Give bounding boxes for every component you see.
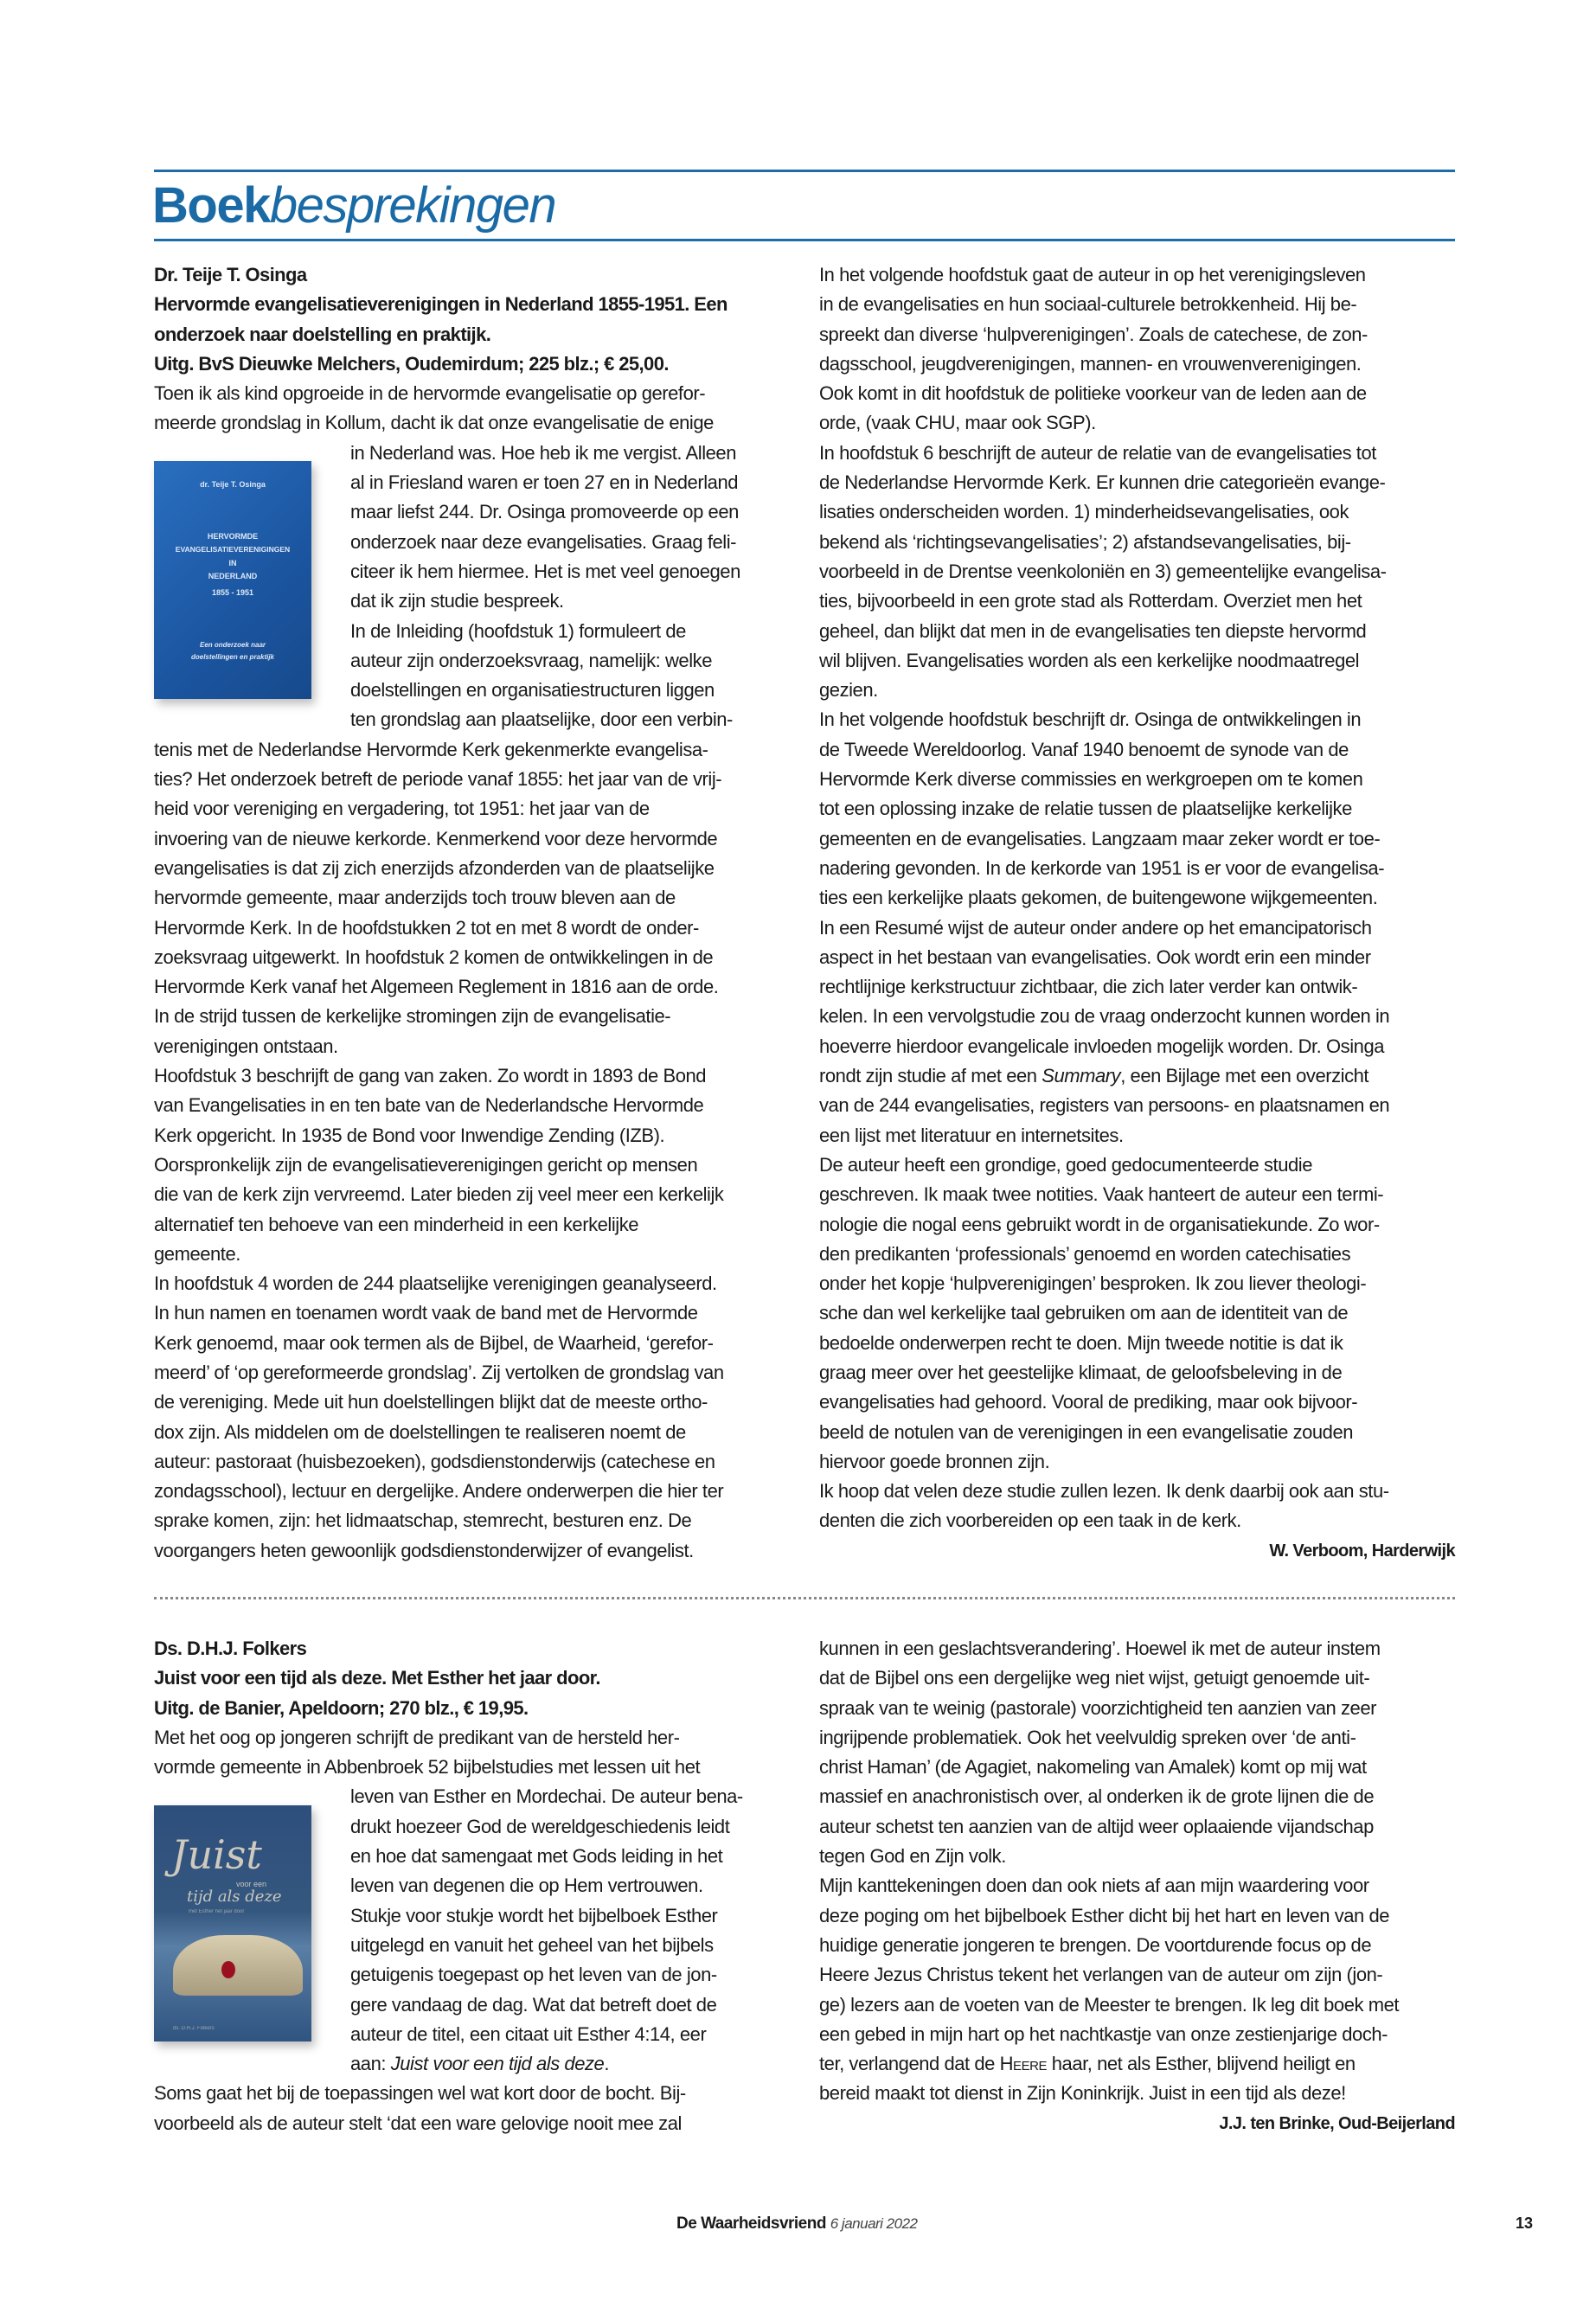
text-line (819, 320, 1455, 349)
text-line (819, 557, 1455, 586)
line-text: nadering gevonden. In de kerkorde van 1951 is er voor de evangelisa- (819, 856, 1385, 879)
text-line (154, 1506, 794, 1535)
line-text: rechtlijnige kerkstructuur zichtbaar, die zich later verder kan ontwik- (819, 976, 1358, 998)
cover-subtitle: Een onderzoek naar (199, 641, 266, 649)
line-text: den predikanten ‘professionals’ genoemd en worden catechisaties (819, 1242, 1351, 1265)
line-text: voorbeeld in de Drentse veenkoloniën en 3) gemeentelijke evangelisa- (819, 560, 1387, 582)
line-text: Met het oog op jongeren schrijft de predikant van de hersteld her- (154, 1726, 680, 1748)
text-line (154, 794, 794, 824)
text-line (819, 617, 1455, 646)
text-line (819, 1506, 1455, 1535)
cover-title: HERVORMDE (207, 532, 259, 541)
text-line (819, 1240, 1455, 1269)
review1-right-column (819, 260, 1455, 1566)
text-line (819, 2079, 1455, 2108)
line-text: geschreven. Ik maak twee notities. Vaak hanteert de auteur een termi- (819, 1183, 1384, 1206)
line-text: invoering van de nieuwe kerkorde. Kenmerkend voor deze hervormde (154, 827, 718, 849)
line-text: leven van degenen die op Hem vertrouwen. (350, 1875, 703, 1897)
line-text: een lijst met literatuur en internetsites. (819, 1124, 1124, 1146)
text-line (154, 883, 794, 913)
reviewer-signature (819, 2109, 1455, 2138)
line-text: evangelisaties is dat zij zich enerzijds afzonderden van de plaatselijke (154, 856, 715, 879)
book-info-line (154, 260, 794, 290)
text-line (819, 1418, 1455, 1447)
text-line (819, 1901, 1455, 1931)
line-text: hervormde gemeente, maar anderzijds toch trouw bleven aan de (154, 887, 676, 909)
text-line (819, 1329, 1455, 1358)
text-line (154, 1061, 794, 1091)
line-text: bedoelde onderwerpen recht te doen. Mijn tweede notitie is dat ik (819, 1331, 1343, 1354)
text-line (154, 1536, 794, 1566)
line-text: Dr. Teije T. Osinga (154, 264, 307, 285)
text-line (819, 439, 1455, 468)
book-info-line (154, 1663, 794, 1693)
text-line (819, 972, 1455, 1002)
line-text: massief en anachronistisch over, al onderken ik de grote lijnen die de (819, 1785, 1375, 1808)
line-text: ingrijpende problematiek. Ook het veelvuldig spreken over ‘de anti- (819, 1726, 1356, 1748)
line-text: christ Haman’ (de Agagiet, nakomeling van Amalek) komt op mij wat (819, 1756, 1367, 1779)
line-text: nologie die nogal eens gebruikt wordt in de organisatiekunde. Zo wor- (819, 1213, 1380, 1235)
text-line (154, 1032, 794, 1061)
line-text: kelen. In een vervolgstudie zou de vraag onderzocht kunnen worden in (819, 1005, 1390, 1028)
text-line (154, 1298, 794, 1328)
line-text: onderzoek naar doelstelling en praktijk. (154, 323, 491, 345)
line-text: In de Inleiding (hoofdstuk 1) formuleert de (350, 619, 686, 642)
cover-title: Juist (171, 1831, 262, 1878)
text-line (819, 1002, 1455, 1031)
line-text: meerde grondslag in Kollum, dacht ik dat onze evangelisatie de enige (154, 412, 714, 434)
line-text: zondagsschool), lectuur en dergelijke. Andere onderwerpen die hier ter (154, 1480, 724, 1503)
text-line (154, 854, 794, 883)
line-text: geheel, dan blijkt dat men in de evangelisaties ten diepste hervormd (819, 619, 1367, 642)
line-text: verenigingen ontstaan. (154, 1035, 338, 1057)
text-line (154, 379, 794, 408)
text-line (819, 1121, 1455, 1150)
line-text: In hoofdstuk 4 worden de 244 plaatselijke verenigingen geanalyseerd. (154, 1272, 717, 1295)
line-text: W. Verboom, Harderwijk (1269, 1541, 1455, 1561)
line-text: denten die zich voorbereiden op een taak in de kerk. (819, 1509, 1241, 1532)
text-line (819, 765, 1455, 794)
line-text: auteur zijn onderzoeksvraag, namelijk: welke (350, 649, 712, 671)
line-text: al in Friesland waren er toen 27 en in Nederland (350, 471, 739, 494)
cover-title: EVANGELISATIEVERENIGINGEN (175, 545, 291, 554)
line-text: de Nederlandse Hervormde Kerk. Er kunnen drie categorieën evange- (819, 471, 1386, 494)
italic-text: Juist voor een tijd als deze (390, 2053, 605, 2075)
line-text: evangelisaties had gehoord. Vooral de prediking, maar ook bijvoor- (819, 1391, 1358, 1413)
publication-name: De Waarheidsvriend (676, 2214, 826, 2233)
line-text: . (604, 2053, 610, 2075)
text-line (154, 1388, 794, 1417)
line-text: van Evangelisaties in en ten bate van de Nederlandsche Hervormde (154, 1094, 704, 1117)
line-text: ties een kerkelijke plaats gekomen, de buitengewone wijkgemeenten. (819, 887, 1378, 909)
page-number: 13 (1516, 2214, 1534, 2232)
book-info-line (154, 1634, 794, 1663)
text-line (819, 1812, 1455, 1842)
line-text: drukt hoezeer God de wereldgeschiedenis leidt (350, 1815, 730, 1837)
line-text: hiervoor goede bronnen zijn. (819, 1450, 1050, 1472)
review2-right-column (819, 1634, 1455, 2138)
cover-title: voor een (236, 1880, 267, 1888)
book-cover-folkers (154, 1805, 311, 2041)
line-text: In hoofdstuk 6 beschrijft de auteur de relatie van de evangelisaties tot (819, 441, 1376, 464)
crown-gem (221, 1961, 235, 1978)
text-line (154, 735, 794, 765)
line-text: tot een oplossing inzake de relatie tussen de plaatselijke kerkelijke (819, 798, 1352, 820)
line-text: auteur: pastoraat (huisbezoeken), godsdienstonderwijs (catechese en (154, 1450, 715, 1472)
line-text: gemeente. (154, 1242, 240, 1265)
text-line (819, 1663, 1455, 1693)
text-line (154, 1121, 794, 1150)
text-line (819, 1871, 1455, 1900)
line-text: aan: (350, 2053, 391, 2075)
text-line (819, 1723, 1455, 1753)
line-text: auteur de titel, een citaat uit Esther 4:14, eer (350, 2022, 707, 2045)
text-line (819, 794, 1455, 824)
line-text: zoeksvraag uitgewerkt. In hoofdstuk 2 komen de ontwikkelingen in de (154, 945, 714, 968)
line-text: alternatief ten behoeve van een minderheid in een kerkelijke (154, 1213, 639, 1235)
text-line (819, 260, 1455, 290)
text-line (819, 1477, 1455, 1506)
line-text: auteur schetst ten aanzien van de altijd weer oplaaiende vijandschap (819, 1815, 1374, 1837)
line-text: haar, net als Esther, blijvend heiligt en (1047, 2053, 1356, 2075)
publication-date: 6 januari 2022 (830, 2215, 918, 2232)
cover-years: 1855 - 1951 (211, 588, 254, 597)
line-text: onderzoek naar deze evangelisaties. Graag feli- (350, 530, 737, 553)
line-text: spreekt dan diverse ‘hulpverenigingen’. Zoals de catechese, de zon- (819, 323, 1368, 345)
title-underline (154, 239, 1455, 241)
text-line (819, 705, 1455, 734)
line-text: gere vandaag de dag. Wat dat betreft doet de (350, 1993, 717, 2016)
line-text: In het volgende hoofdstuk beschrijft dr. Osinga de ontwikkelingen in (819, 708, 1362, 731)
line-text: gemeenten en de evangelisaties. Langzaam maar zeker wordt er toe- (819, 827, 1381, 849)
text-line (819, 2020, 1455, 2049)
text-line (819, 1842, 1455, 1871)
line-text: en hoe dat samengaat met Gods leiding in het (350, 1845, 723, 1868)
line-text: spraak van te weinig (pastorale) voorzichtigheid ten aanzien van zeer (819, 1696, 1376, 1719)
text-line (819, 290, 1455, 319)
line-text: tegen God en Zijn volk. (819, 1845, 1006, 1868)
line-text: onder het kopje ‘hulpverenigingen’ besproken. Ik zou liever theologi- (819, 1272, 1367, 1295)
text-line (819, 1782, 1455, 1811)
line-text: In het volgende hoofdstuk gaat de auteur in op het verenigingsleven (819, 264, 1366, 285)
line-text: Soms gaat het bij de toepassingen wel wat kort door de bocht. Bij- (154, 2082, 686, 2105)
line-text: ge) lezers aan de voeten van de Meester te brengen. Ik leg dit boek met (819, 1993, 1400, 2016)
line-text: voorbeeld als de auteur stelt ‘dat een ware gelovige nooit mee zal (154, 2112, 682, 2134)
small-caps-text: Heere (999, 2053, 1048, 2075)
text-line (154, 1753, 794, 1782)
text-line (154, 2109, 794, 2138)
line-text: Uitg. BvS Dieuwke Melchers, Oudemirdum; 225 blz.; € 25,00. (154, 352, 669, 375)
line-text: heid voor vereniging en vergadering, tot 1951: het jaar van de (154, 798, 650, 820)
text-line (154, 1329, 794, 1358)
line-text: Uitg. de Banier, Apeldoorn; 270 blz., € 19,95. (154, 1696, 529, 1719)
text-line (819, 676, 1455, 705)
line-text: ten grondslag aan plaatselijke, door een verbin- (350, 708, 733, 731)
book-cover-osinga (154, 461, 311, 699)
line-text: lisaties onderscheiden worden. 1) minderheidsevangelisaties, ook (819, 501, 1349, 523)
text-line (819, 1753, 1455, 1782)
cover-subtitle: met Esther het jaar door (189, 1909, 245, 1914)
text-line (819, 586, 1455, 616)
text-line (819, 824, 1455, 854)
line-text: J.J. ten Brinke, Oud-Beijerland (1219, 2113, 1455, 2133)
line-text: De auteur heeft een grondige, goed gedocumenteerde studie (819, 1153, 1313, 1176)
text-line (819, 1091, 1455, 1120)
line-text: Juist voor een tijd als deze. Met Esther het jaar door. (154, 1667, 600, 1689)
text-line (154, 705, 794, 734)
line-text: dox zijn. Als middelen om de doelstellingen te realiseren noemt de (154, 1420, 686, 1443)
line-text: Stukje voor stukje wordt het bijbelboek Esther (350, 1904, 718, 1926)
text-line (154, 2079, 794, 2108)
line-text: rondt zijn studie af met een (819, 1065, 1042, 1087)
line-text: in de evangelisaties en hun sociaal-culturele betrokkenheid. Hij be- (819, 293, 1357, 316)
line-text: dat ik zijn studie bespreek. (350, 590, 564, 612)
text-line (819, 1269, 1455, 1298)
line-text: leven van Esther en Mordechai. De auteur bena- (350, 1785, 743, 1808)
book-info-line (154, 320, 794, 349)
line-text: wil blijven. Evangelisaties worden als een kerkelijke noodmaatregel (819, 649, 1360, 671)
line-text: huidige generatie jongeren te brengen. De voortdurende focus op de (819, 1933, 1372, 1956)
line-text: gezien. (819, 679, 878, 702)
line-text: Hervormde Kerk diverse commissies en werkgroepen om te komen (819, 768, 1363, 791)
line-text: voorgangers heten gewoonlijk godsdienstonderwijzer of evangelist. (154, 1539, 694, 1561)
text-line (154, 824, 794, 854)
text-line (819, 883, 1455, 913)
text-line (819, 2049, 1455, 2079)
line-text: maar liefst 244. Dr. Osinga promoveerde op een (350, 501, 739, 523)
line-text: aspect in het bestaan van evangelisaties. Ook wordt erin een minder (819, 945, 1371, 968)
line-text: Kerk genoemd, maar ook termen als de Bijbel, de Waarheid, ‘gerefor- (154, 1331, 714, 1354)
line-text: In een Resumé wijst de auteur onder andere op het emancipatorisch (819, 916, 1372, 939)
line-text: Heere Jezus Christus tekent het verlangen van de auteur om zijn (jon- (819, 1964, 1383, 1986)
text-line (819, 1150, 1455, 1180)
line-text: doelstellingen en organisatiestructuren liggen (350, 679, 715, 702)
title-italic: besprekingen (269, 177, 556, 234)
text-line (154, 1180, 794, 1209)
text-line (819, 468, 1455, 497)
line-text: de vereniging. Mede uit hun doelstellingen blijkt dat de meeste ortho- (154, 1391, 708, 1413)
line-text: Mijn kanttekeningen doen dan ook niets af aan mijn waardering voor (819, 1875, 1369, 1897)
page-title (152, 173, 555, 239)
text-line (154, 972, 794, 1002)
text-line (819, 1358, 1455, 1388)
line-text: Ik hoop dat velen deze studie zullen lezen. Ik denk daarbij ook aan stu- (819, 1480, 1389, 1503)
line-text: sprake komen, zijn: het lidmaatschap, stemrecht, besturen enz. De (154, 1509, 692, 1532)
book-info-line (154, 290, 794, 319)
text-line (154, 408, 794, 438)
text-line (819, 1447, 1455, 1477)
line-text: Hervormde Kerk. In de hoofdstukken 2 tot en met 8 wordt de onder- (154, 916, 699, 939)
text-line (154, 1150, 794, 1180)
line-text: , een Bijlage met een overzicht (1120, 1065, 1369, 1087)
text-line (819, 1990, 1455, 2020)
text-line (154, 1477, 794, 1506)
line-text: In de strijd tussen de kerkelijke stromingen zijn de evangelisatie- (154, 1005, 671, 1028)
text-line (819, 735, 1455, 765)
line-text: Kerk opgericht. In 1935 de Bond voor Inwendige Zending (IZB). (154, 1124, 665, 1146)
line-text: ties, bijvoorbeeld in een grote stad als Rotterdam. Overziet men het (819, 590, 1362, 612)
line-text: getuigenis toegepast op het leven van de jon- (350, 1964, 717, 1986)
line-text: bereid maakt tot dienst in Zijn Koninkrijk. Juist in een tijd als deze! (819, 2082, 1346, 2105)
line-text: Toen ik als kind opgroeide in de hervormde evangelisatie op gerefor- (154, 382, 706, 405)
text-line (819, 1634, 1455, 1663)
line-text: beeld de notulen van de verenigingen in een evangelisatie zouden (819, 1420, 1354, 1443)
text-line (154, 1091, 794, 1120)
line-text: dat de Bijbel ons een dergelijke weg niet wijst, getuigt genoemde uit- (819, 1667, 1370, 1689)
line-text: die van de kerk zijn vervreemd. Later bieden zij veel meer een kerkelijk (154, 1183, 724, 1206)
line-text: Hoofdstuk 3 beschrijft de gang van zaken. Zo wordt in 1893 de Bond (154, 1065, 707, 1087)
text-line (819, 379, 1455, 408)
line-text: meerd’ of ‘op gereformeerde grondslag’. Zij vertolken de grondslag van (154, 1361, 724, 1383)
text-line (819, 1180, 1455, 1209)
text-line (154, 1358, 794, 1388)
text-line (154, 2049, 794, 2079)
book-info-line (154, 349, 794, 379)
text-line (819, 1210, 1455, 1240)
line-text: dagsschool, jeugdverenigingen, mannen- en vrouwenverenigingen. (819, 352, 1362, 375)
text-line (819, 349, 1455, 379)
text-line (819, 528, 1455, 557)
line-text: hoeverre hierdoor evangelicale invloeden mogelijk worden. Dr. Osinga (819, 1035, 1385, 1057)
cover-subtitle: doelstellingen en praktijk (190, 653, 275, 661)
line-text: Hervormde Kerk vanaf het Algemeen Reglement in 1816 aan de orde. (154, 976, 719, 998)
text-line (819, 1388, 1455, 1417)
line-text: deze poging om het bijbelboek Esther dicht bij het hart en leven van de (819, 1904, 1390, 1926)
cover-author: dr. Teije T. Osinga (200, 480, 266, 489)
line-text: Ook komt in dit hoofdstuk de politieke voorkeur van de leden aan de (819, 382, 1367, 405)
text-line (819, 943, 1455, 972)
text-line (819, 854, 1455, 883)
italic-text: Summary (1042, 1065, 1121, 1087)
text-line (819, 913, 1455, 943)
text-line (154, 1447, 794, 1477)
text-line (154, 1418, 794, 1447)
line-text: een gebed in mijn hart op het nachtkastje van onze zestienjarige doch- (819, 2022, 1388, 2045)
cover-title: NEDERLAND (208, 572, 258, 580)
text-line (154, 1723, 794, 1753)
text-line (819, 1298, 1455, 1328)
line-text: citeer ik hem hiermee. Het is met veel genoegen (350, 560, 740, 582)
line-text: tenis met de Nederlandse Hervormde Kerk gekenmerkte evangelisa- (154, 738, 708, 760)
text-line (154, 913, 794, 943)
book-info-line (154, 1694, 794, 1723)
top-rule (154, 170, 1455, 172)
line-text: ties? Het onderzoek betreft de periode vanaf 1855: het jaar van de vrij- (154, 768, 722, 791)
line-text: de Tweede Wereldoorlog. Vanaf 1940 benoemt de synode van de (819, 738, 1349, 760)
line-text: sche dan wel kerkelijke taal gebruiken om aan de identiteit van de (819, 1302, 1349, 1324)
line-text: ter, verlangend dat de (819, 2053, 1000, 2075)
text-line (154, 765, 794, 794)
title-bold: Boek (152, 177, 270, 234)
text-line (819, 646, 1455, 676)
line-text: bekend als ‘richtingsevangelisaties’; 2) afstandsevangelisaties, bij- (819, 530, 1351, 553)
line-text: In hun namen en toenamen wordt vaak de band met de Hervormde (154, 1302, 698, 1324)
footer-publication (676, 2214, 918, 2234)
line-text: orde, (vaak CHU, maar ook SGP). (819, 412, 1096, 434)
text-line (154, 943, 794, 972)
text-line (819, 1032, 1455, 1061)
text-line (819, 1960, 1455, 1990)
text-line (819, 1694, 1455, 1723)
line-text: van de 244 evangelisaties, registers van persoons- en plaatsnamen en (819, 1094, 1390, 1117)
text-line (154, 1210, 794, 1240)
line-text: in Nederland was. Hoe heb ik me vergist. Alleen (350, 441, 736, 464)
cover-title: tijd als deze (187, 1888, 282, 1906)
section-divider (154, 1597, 1455, 1599)
reviewer-signature (819, 1536, 1455, 1566)
line-text: kunnen in een geslachtsverandering’. Hoewel ik met de auteur instem (819, 1638, 1381, 1659)
line-text: Oorspronkelijk zijn de evangelisatieverenigingen gericht op mensen (154, 1153, 698, 1176)
crown-image (173, 1935, 303, 1996)
text-line (154, 1269, 794, 1298)
text-line (154, 1240, 794, 1269)
line-text: Ds. D.H.J. Folkers (154, 1638, 307, 1659)
text-line (154, 1002, 794, 1031)
text-line (819, 497, 1455, 527)
review1-left-column (154, 260, 794, 1566)
line-text: uitgelegd en vanuit het geheel van het bijbels (350, 1933, 714, 1956)
line-text: vormde gemeente in Abbenbroek 52 bijbelstudies met lessen uit het (154, 1756, 701, 1779)
cover-title: IN (228, 559, 237, 567)
line-text: Hervormde evangelisatieverenigingen in Nederland 1855-1951. Een (154, 293, 727, 316)
text-line (819, 1061, 1455, 1091)
line-text: graag meer over het geestelijke klimaat, de geloofsbeleving in de (819, 1361, 1343, 1383)
text-line (819, 408, 1455, 438)
text-line (819, 1931, 1455, 1960)
cover-author: ds. D.H.J. Folkers (173, 2026, 215, 2031)
